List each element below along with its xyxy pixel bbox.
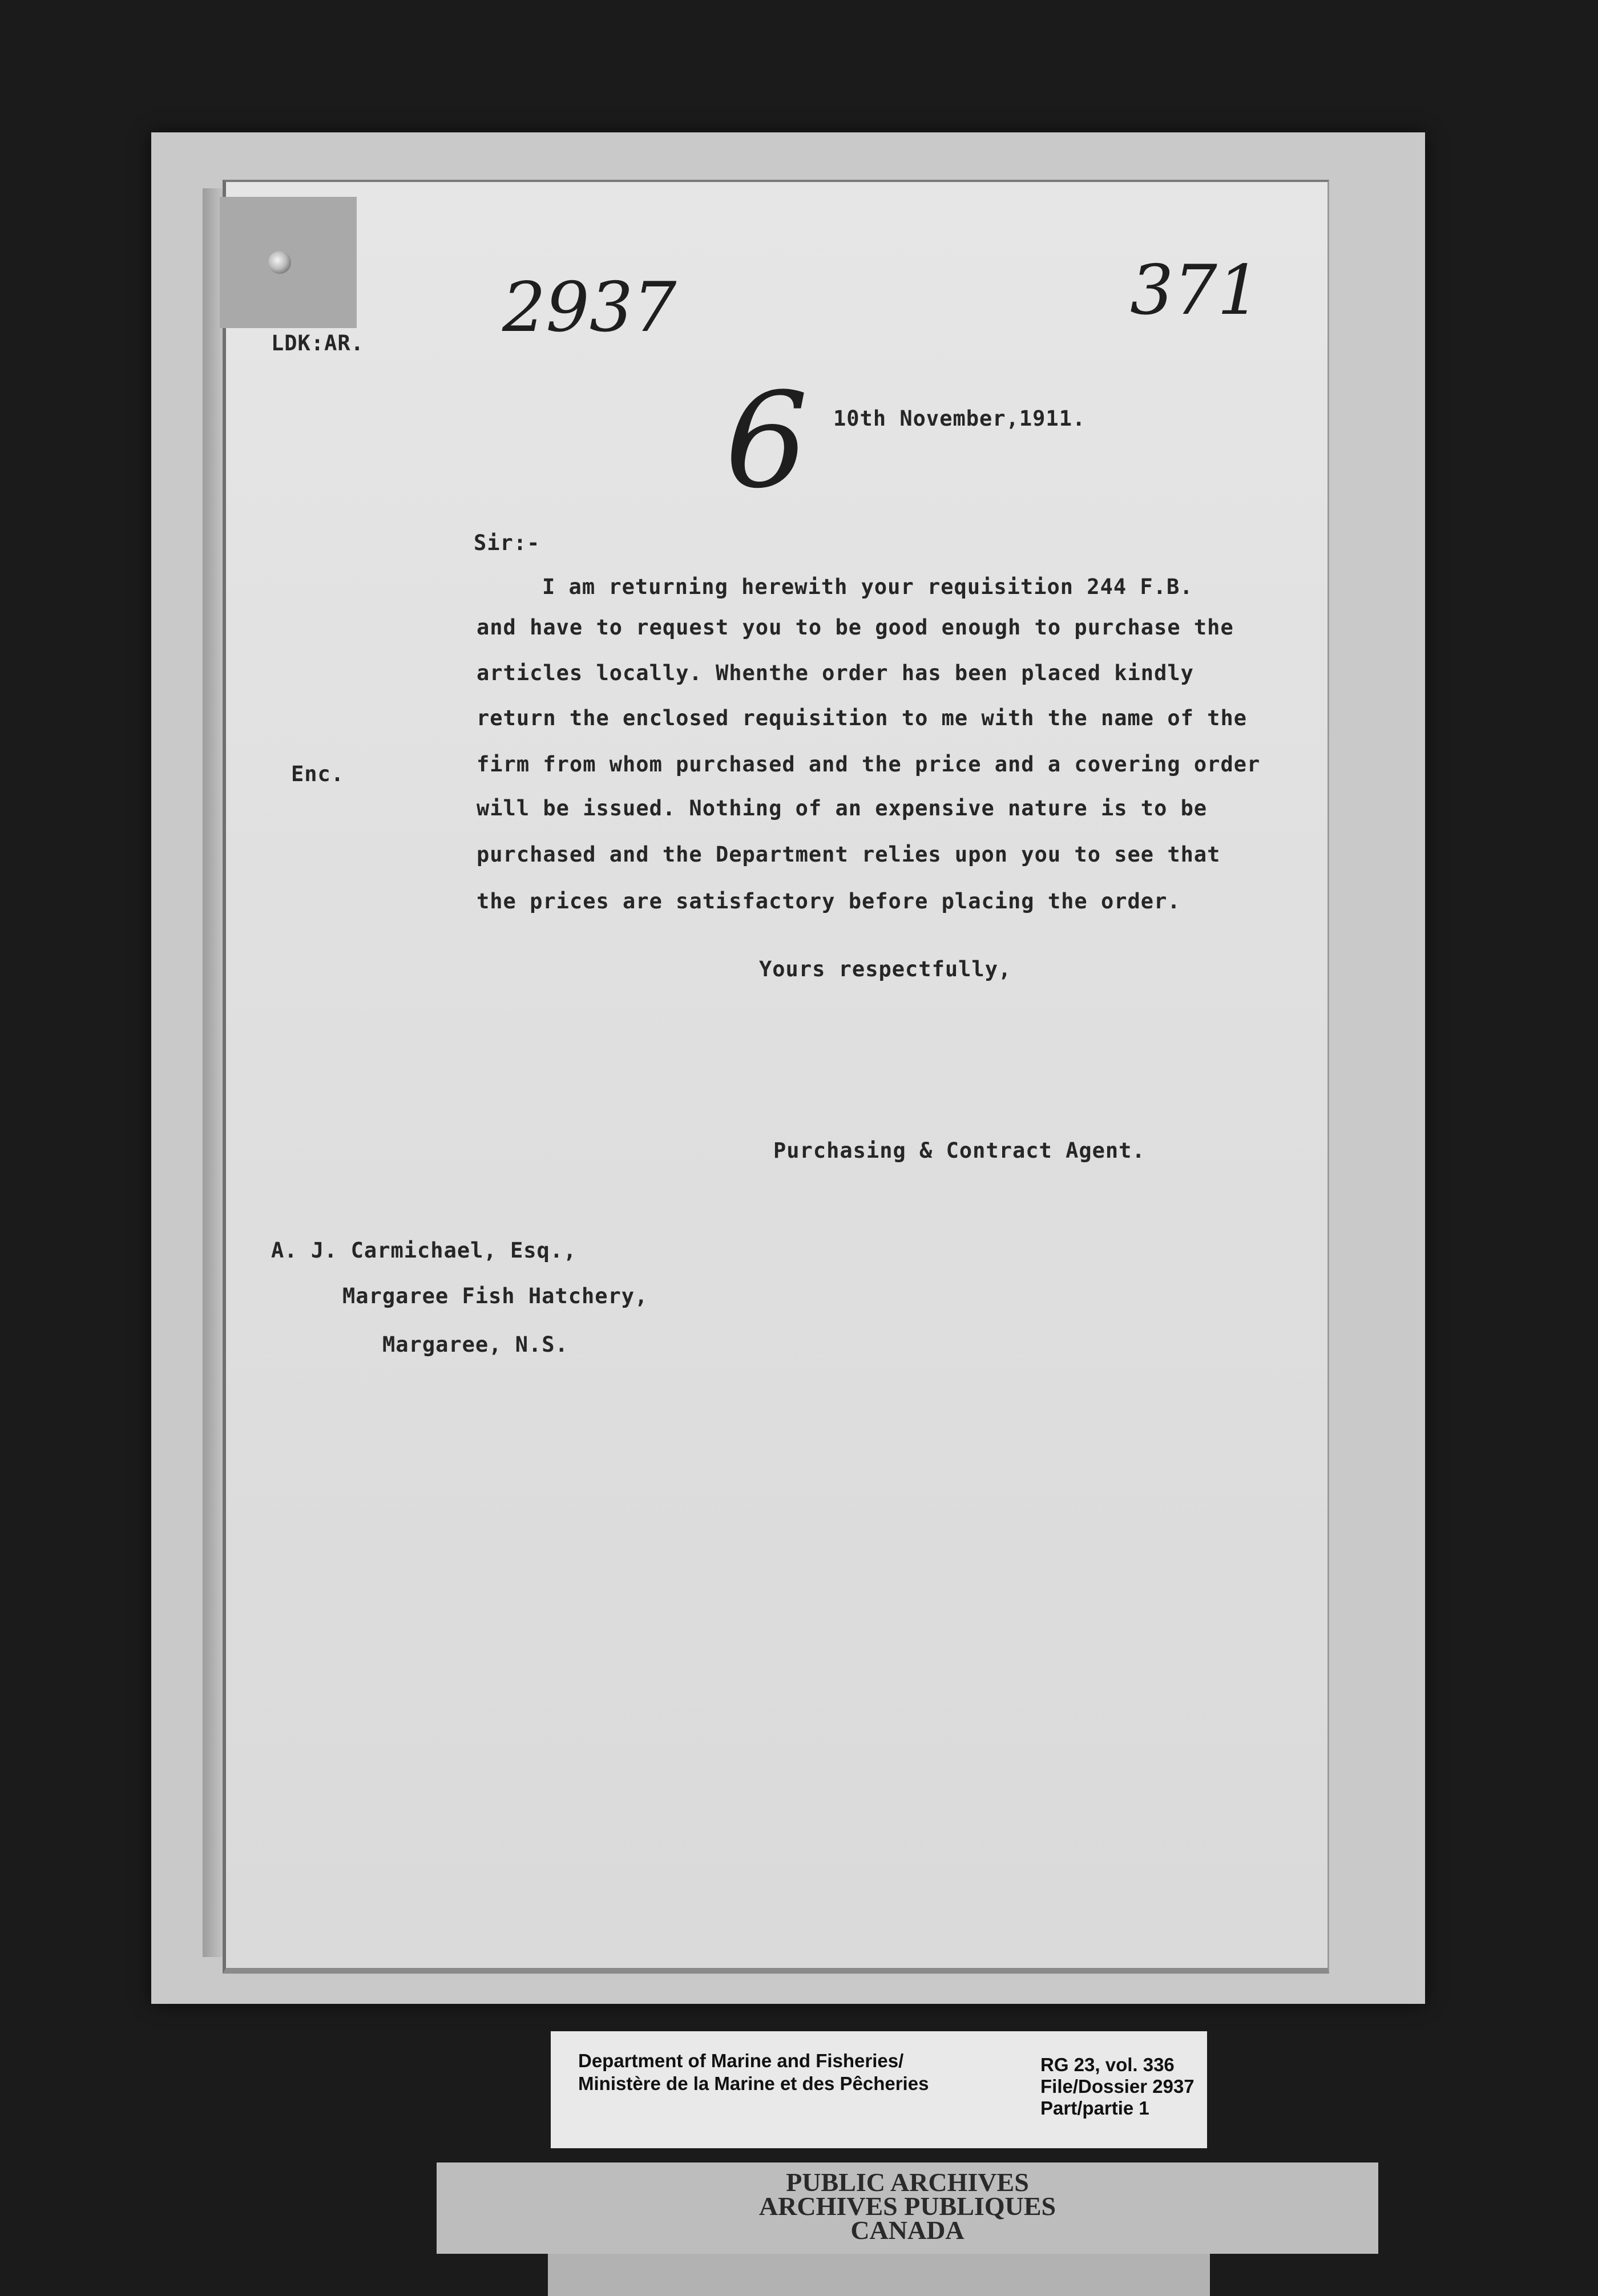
department-name [578, 2050, 929, 2095]
letter-date: 10th November,1911. [833, 406, 1086, 431]
record-reference [1040, 2054, 1195, 2119]
body-line: purchased and the Department relies upon you to see that [477, 842, 1221, 867]
handwritten-margin-mark: 6 [725, 365, 809, 518]
typist-initials: LDK:AR. [271, 331, 364, 355]
record-group: RG 23, vol. 336 [1040, 2054, 1175, 2075]
recipient-name: A. J. Carmichael, Esq., [271, 1238, 577, 1263]
pin-icon [268, 251, 291, 274]
body-line: the prices are satisfactory before placing the order. [477, 889, 1181, 913]
body-line: return the enclosed requisition to me with the name of the [477, 706, 1248, 730]
public-archives-stamp [437, 2162, 1378, 2254]
body-line: firm from whom purchased and the price and a covering order [477, 752, 1261, 777]
stamp-strip [548, 2254, 1210, 2296]
stamp-line: ARCHIVES PUBLIQUES [758, 2192, 1056, 2221]
stamp-line: CANADA [850, 2216, 965, 2245]
archive-reference-label [551, 2031, 1207, 2148]
handwritten-file-number: 2937 [502, 268, 677, 347]
salutation: Sir:- [474, 531, 540, 555]
body-line: I am returning herewith your requisition 244 F.B. [542, 575, 1193, 599]
enclosure-note: Enc. [291, 762, 345, 786]
recipient-organization: Margaree Fish Hatchery, [342, 1284, 648, 1308]
stamp-line: PUBLIC ARCHIVES [786, 2168, 1029, 2197]
body-line: articles locally. Whenthe order has been placed kindly [477, 661, 1194, 685]
recipient-place: Margaree, N.S. [382, 1332, 568, 1357]
department-en: Department of Marine and Fisheries/ [578, 2050, 904, 2071]
sheet-fold [203, 188, 225, 1957]
part-partie: Part/partie 1 [1040, 2097, 1149, 2119]
body-line: will be issued. Nothing of an expensive nature is to be [477, 796, 1208, 820]
closing: Yours respectfully, [759, 957, 1012, 981]
department-fr: Ministère de la Marine et des Pêcheries [578, 2073, 929, 2094]
signature-title: Purchasing & Contract Agent. [773, 1138, 1145, 1163]
file-dossier: File/Dossier 2937 [1040, 2076, 1195, 2097]
handwritten-page-number: 371 [1130, 251, 1261, 330]
body-line: and have to request you to be good enough to purchase the [477, 615, 1234, 640]
